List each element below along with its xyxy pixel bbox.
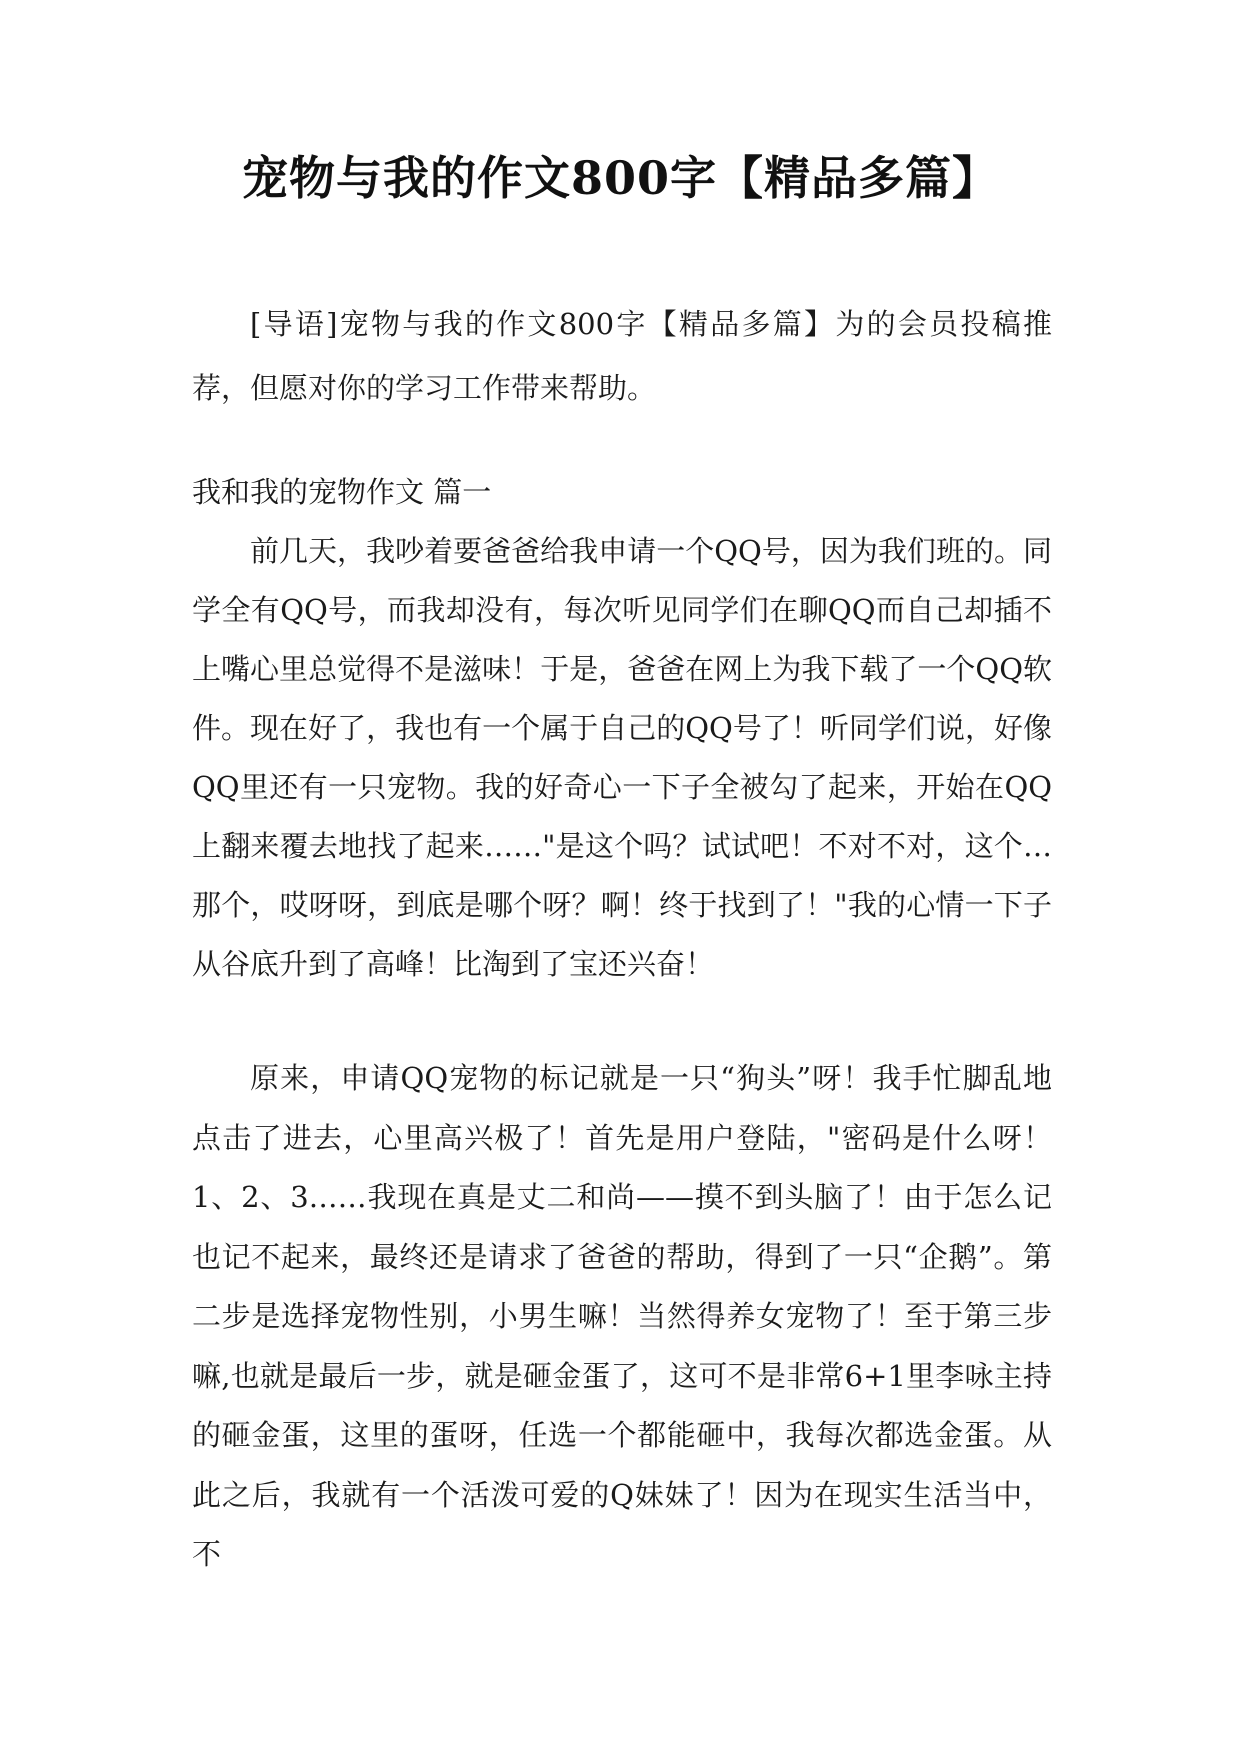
section-heading: 我和我的宠物作文 篇一 [192,475,492,509]
page-title: 宠物与我的作文800字【精品多篇】 [241,151,1000,205]
body-paragraph: 前几天，我吵着要爸爸给我申请一个QQ号，因为我们班的。同学全有QQ号，而我却没有，每次听见同学们在聊QQ而自己却插不上嘴心里总觉得不是滋味！于是，爸爸在网上为我下载了一个QQ软件。现在好了，我也有一个属于自己的QQ号了！听同学们说，好像QQ里还有一只宠物。我的好奇心一下子全被勾了起来，开始在QQ上翻来覆去地找了起来……"是这个吗？试试吧！不对不对，这个…那个，哎呀呀，到底是哪个呀？啊！终于找到了！"我的心情一下子从谷底升到了高峰！比淘到了宝还兴奋！ [192,534,1052,981]
body-paragraph: 原来，申请QQ宠物的标记就是一只“狗头”呀！我手忙脚乱地点击了进去，心里高兴极了！首先是用户登陆，"密码是什么呀！1、2、3……我现在真是丈二和尚——摸不到头脑了！由于怎么记也记不起来，最终还是请求了爸爸的帮助，得到了一只“企鹅”。第二步是选择宠物性别，小男生嘛！当然得养女宠物了！至于第三步嘛,也就是最后一步，就是砸金蛋了，这可不是非常6+1里李咏主持的砸金蛋，这里的蛋呀，任选一个都能砸中，我每次都选金蛋。从此之后，我就有一个活泼可爱的Q妹妹了！因为在现实生活当中，不 [192,1061,1052,1571]
intro-paragraph: [导语]宠物与我的作文800字【精品多篇】为的会员投稿推荐，但愿对你的学习工作带来帮助。 [192,307,1052,405]
